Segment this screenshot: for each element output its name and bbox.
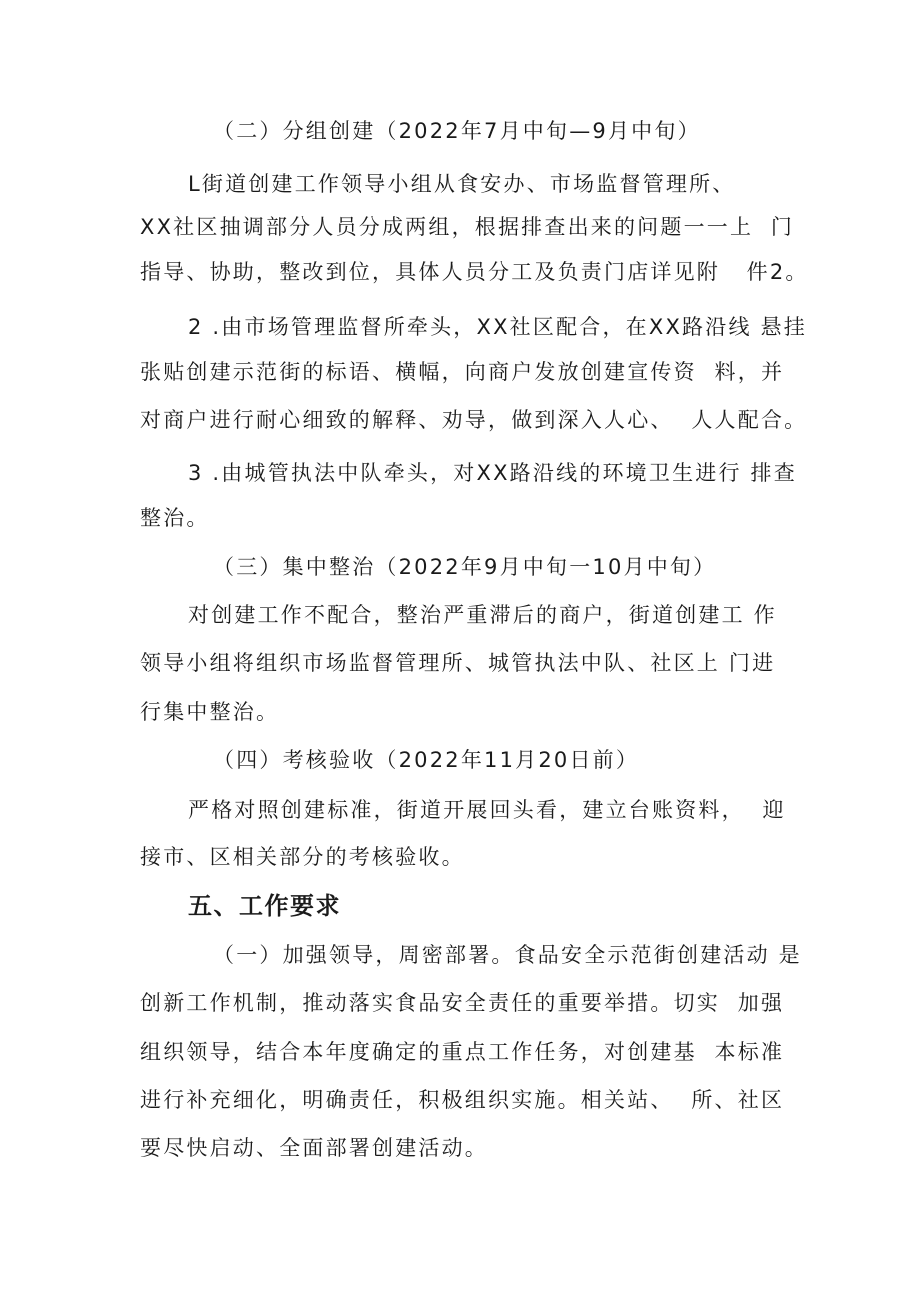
paragraph-line: 3 .由城管执法中队牵头，对XX路沿线的环境卫生进行 排查: [188, 461, 797, 485]
paragraph-line: XX社区抽调部分人员分成两组，根据排查出来的问题一一上 门: [140, 215, 795, 239]
paragraph-line: 接市、区相关部分的考核验收。: [140, 845, 465, 869]
paragraph-line: 要尽快启动、全面部署创建活动。: [140, 1136, 488, 1160]
paragraph-line: 行集中整治。: [140, 700, 280, 724]
paragraph-line: 对创建工作不配合，整治严重滞后的商户，街道创建工 作: [188, 603, 777, 627]
paragraph-line: L街道创建工作领导小组从食安办、市场监督管理所、: [188, 172, 736, 196]
paragraph-line: 领导小组将组织市场监督管理所、城管执法中队、社区上 门进: [140, 651, 776, 675]
paragraph-line: 指导、协助，整改到位，具体人员分工及负责门店详见附 件2。: [140, 260, 809, 284]
paragraph-line: （一）加强领导，周密部署。食品安全示范街创建活动 是: [213, 943, 802, 967]
paragraph-line: 创新工作机制，推动落实食品安全责任的重要举措。切实 加强: [140, 991, 785, 1015]
section-4-title: （四）考核验收（2022年11月20日前）: [213, 748, 640, 772]
paragraph-line: 进行补充细化，明确责任，积极组织实施。相关站、 所、社区: [140, 1088, 785, 1112]
section-3-title: （三）集中整治（2022年9月中旬一10月中旬）: [213, 555, 717, 579]
paragraph-line: 2 .由市场管理监督所牵头，XX社区配合，在XX路沿线 悬挂: [188, 315, 807, 339]
paragraph-line: 张贴创建示范街的标语、横幅，向商户发放创建宣传资 料，并: [140, 360, 785, 384]
paragraph-line: 组织领导，结合本年度确定的重点工作任务，对创建基 本标准: [140, 1040, 785, 1064]
paragraph-line: 整治。: [140, 506, 210, 530]
paragraph-line: 严格对照创建标准，街道开展回头看，建立台账资料， 迎: [188, 798, 786, 822]
part-5-heading: 五、工作要求: [188, 892, 341, 920]
section-2-title: （二）分组创建（2022年7月中旬—9月中旬）: [213, 119, 701, 143]
paragraph-line: 对商户进行耐心细致的解释、劝导，做到深入人心、 人人配合。: [140, 408, 808, 432]
